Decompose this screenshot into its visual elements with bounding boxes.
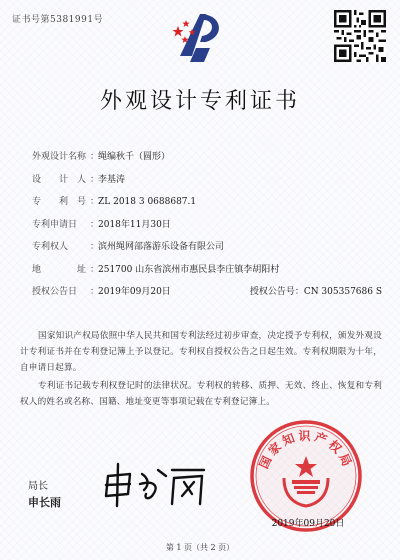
field-value: 2019年09月20日 — [98, 287, 171, 297]
field-label: 专利申请日 — [32, 219, 78, 230]
field-label: 外观设计名称 — [32, 152, 87, 162]
field-value: 2018年11月30日 — [98, 219, 171, 230]
field-address: 地 址 ： 251700 山东省滨州市惠民县李庄镇李胡阳村 — [32, 259, 382, 282]
certificate-fields — [32, 146, 382, 304]
field-value: 李基涛 — [98, 174, 126, 185]
page-number: 第 1 页（共 2 页） — [165, 543, 235, 552]
field-patentee: 专利权人 ： 滨州绳网部落游乐设备有限公司 — [32, 236, 382, 259]
field-label: 授权公告日 — [32, 287, 78, 297]
field-grant-date: 授权公告日 ： 2019年09月20日 授权公告号：CN 305357686 S — [32, 281, 382, 304]
field-value: 绳编秋千（圆形） — [98, 152, 171, 162]
field-label: 专 利 号 — [32, 197, 87, 207]
field-value: 滨州绳网部落游乐设备有限公司 — [98, 242, 225, 252]
paragraph-legal-status: 专利证书记载专利权登记时的法律状况。专利权的转移、质押、无效、终止、恢复和专利权人的姓名或名称、国籍、地址变更等事项记载在专利登记簿上。 — [20, 381, 382, 407]
signatory-title: 局长 — [28, 481, 48, 492]
field-designer: 设 计 人 ： 李基涛 — [32, 169, 382, 192]
field-label: 地 址 — [32, 264, 87, 275]
handwritten-signature-icon — [100, 460, 210, 510]
qr-code-icon — [334, 10, 386, 62]
grant-publication-number: 授权公告号：CN 305357686 S — [249, 287, 382, 297]
certificate-number: 证书号第5381991号 — [12, 15, 104, 25]
field-value: ZL 2018 3 0688687.1 — [98, 197, 197, 207]
signatory-name: 申长雨 — [28, 496, 61, 509]
certificate-title: 外观设计专利证书 — [99, 89, 300, 114]
field-patent-number: 专 利 号 ： ZL 2018 3 0688687.1 — [32, 191, 382, 214]
field-design-name: 外观设计名称 ： 绳编秋千（圆形） — [32, 146, 382, 169]
seal-text: 国家知识产权局 — [256, 429, 356, 471]
field-label: 设 计 人 — [32, 174, 87, 185]
paragraph-grant-statement: 国家知识产权局依照中华人民共和国专利法经过初步审查，决定授予专利权，颁发外观设计专利证书并在专利登记簿上予以登记。专利权自授权公告之日起生效。专利权期限为十年，自申请日起算。 — [20, 331, 382, 373]
issue-date: 2019年09月20日 — [271, 519, 345, 529]
patent-office-emblem-icon — [170, 6, 232, 68]
field-application-date: 专利申请日 ： 2018年11月30日 — [32, 214, 382, 237]
field-value: 251700 山东省滨州市惠民县李庄镇李胡阳村 — [98, 264, 280, 275]
field-label: 专利权人 — [32, 242, 69, 252]
